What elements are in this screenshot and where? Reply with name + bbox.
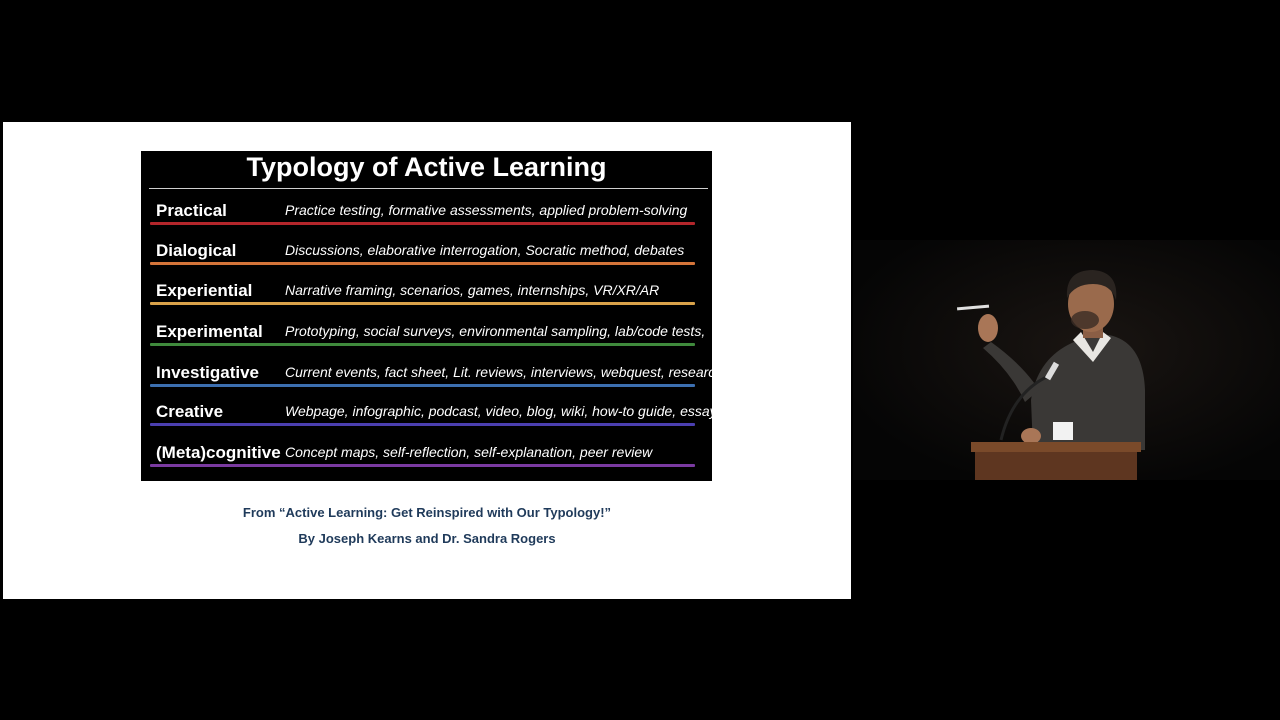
row-color-rule <box>150 384 695 387</box>
row-term: Experiential <box>156 281 253 300</box>
row-description: Discussions, elaborative interrogation, Socratic method, debates <box>285 242 685 258</box>
row-term: Dialogical <box>156 241 237 260</box>
row-description: Prototyping, social surveys, environmental sampling, lab/code tests, <box>285 323 706 339</box>
slide-title: Typology of Active Learning <box>246 152 607 182</box>
row-color-rule <box>150 423 695 426</box>
row-term: (Meta)cognitive <box>156 443 281 462</box>
row-term: Creative <box>156 402 224 421</box>
row-description: Webpage, infographic, podcast, video, blog, wiki, how-to guide, essay <box>285 403 717 419</box>
author-caption: By Joseph Kearns and Dr. Sandra Rogers <box>298 531 556 546</box>
row-description: Practice testing, formative assessments, applied problem-solving <box>285 202 688 218</box>
row-description: Concept maps, self-reflection, self-explanation, peer review <box>285 444 653 460</box>
row-description: Narrative framing, scenarios, games, internships, VR/XR/AR <box>285 282 660 298</box>
speaker-illustration <box>853 240 1280 480</box>
speaker-video <box>853 240 1280 480</box>
row-color-rule <box>150 343 695 346</box>
row-term: Experimental <box>156 322 263 341</box>
typology-row <box>141 397 717 437</box>
typology-panel <box>141 151 724 481</box>
row-color-rule <box>150 302 695 305</box>
row-color-rule <box>150 262 695 265</box>
typology-row <box>141 236 712 276</box>
title-divider <box>149 188 708 189</box>
presentation-slide <box>3 122 851 599</box>
row-term: Practical <box>156 201 227 220</box>
source-caption: From “Active Learning: Get Reinspired with Our Typology!” <box>242 505 612 520</box>
row-color-rule <box>150 464 695 467</box>
row-term: Investigative <box>156 363 259 382</box>
typology-row <box>141 358 724 398</box>
typology-row <box>141 438 712 478</box>
row-color-rule <box>150 222 695 225</box>
typology-row <box>141 196 712 236</box>
typology-row <box>141 317 712 357</box>
typology-row <box>141 276 712 316</box>
row-description: Current events, fact sheet, Lit. reviews, interviews, webquest, research <box>285 364 724 380</box>
